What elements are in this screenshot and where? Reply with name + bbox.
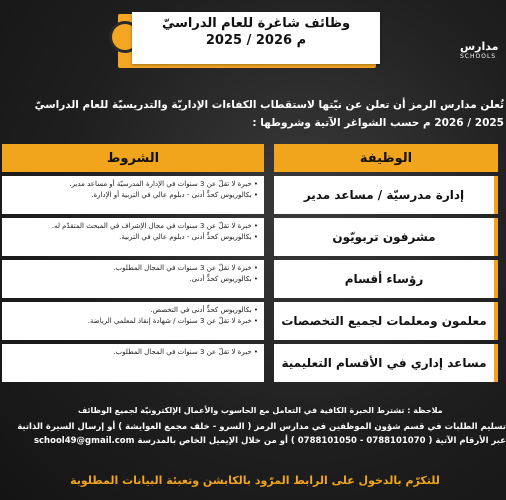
condition-item: • بكالوريوس كحدٍّ أدنى - دبلوم عالي في التربية. [119,233,258,241]
conditions-cell [2,176,264,214]
logo-sub: SCHOOLS [460,53,497,60]
table-row [2,344,498,382]
job-title-cell: رؤساء أقسام [274,260,498,298]
conditions-header: الشروط [2,144,264,172]
table-row [2,302,498,340]
condition-item: • خبرة لا تقلّ عن 3 سنوات في الإدارة المدرسيّة أو مساعد مدير. [69,180,258,188]
condition-item: • بكالوريوس كحدٍّ أدنى. [189,275,258,283]
intro-paragraph [0,96,504,132]
banner-title-text: وظائف شاغرة للعام الدراسيّ [161,16,351,31]
job-title-cell: معلمون ومعلمات لجميع التخصصات [274,302,498,340]
banner-title [132,12,380,64]
condition-item: • بكالوريوس كحدٍّ أدنى في التخصص. [150,306,258,314]
job-title-cell: مساعد إداري في الأقسام التعليمية [274,344,498,382]
note-text: ملاحظة : تشترط الخبرة الكافية في التعامل مع الحاسوب والأعمال الإلكترونيّة لجميع الوظائف [78,406,443,415]
conditions-cell [2,260,264,298]
intro-line-2: 2025 / 2026 م حسب الشواغر الآتية وشروطها : [252,117,504,129]
contact-line-1: تسليم الطلبات في قسم شؤون الموظفين في مدارس الرمز ( السرو - خلف مجمع العوايشة ) أو إرسال السيرة الذاتية [17,422,506,432]
condition-item: • خبرة لا تقلّ عن 3 سنوات في مجال الإشراف في المبحث المتقدّم له. [51,222,258,230]
condition-item: • خبرة لا تقلّ عن 3 سنوات في المجال المطلوب. [113,264,258,272]
conditions-cell [2,302,264,340]
job-title-cell: مشرفون تربويّون [274,218,498,256]
condition-item: • خبرة لا تقلّ عن 3 سنوات في المجال المطلوب. [113,348,258,356]
job-title-cell: إدارة مدرسيّة / مساعد مدير [274,176,498,214]
table-row [2,218,498,256]
conditions-cell [2,344,264,382]
condition-item: • بكالوريوس كحدٍّ أدنى - دبلوم عالي في التربية أو الإدارة. [91,191,258,199]
banner-year: 2025 / 2026 م [205,33,307,48]
conditions-cell [2,218,264,256]
intro-line-1: تُعلن مدارس الرمز أن تعلن عن نيّتها لاستقطاب الكفاءات الإداريّة والتدريسيّة للعام الدراسيّ [34,99,504,111]
condition-item: • خبرة لا تقلّ عن 3 سنوات / شهادة إنقاذ لمعلمي الرياضة. [87,317,258,325]
vacancies-table [2,144,498,382]
logo-name: مدارس [460,40,499,53]
school-logo [460,40,506,60]
job-header: الوظيفة [274,144,498,172]
footer-cta: للتكرّم بالدخول على الرابط المرّود بالكابشن وتعبئة البيانات المطلوبة [70,474,440,487]
table-header [2,144,498,172]
contact-info [0,420,506,448]
table-row [2,260,498,298]
table-row [2,176,498,214]
contact-line-2: عبر الأرقام الآتية ( 0788101070 - 0788101050 ) أو من خلال الإيميل الخاص بالمدرسة school49@gmail.com [33,436,506,446]
